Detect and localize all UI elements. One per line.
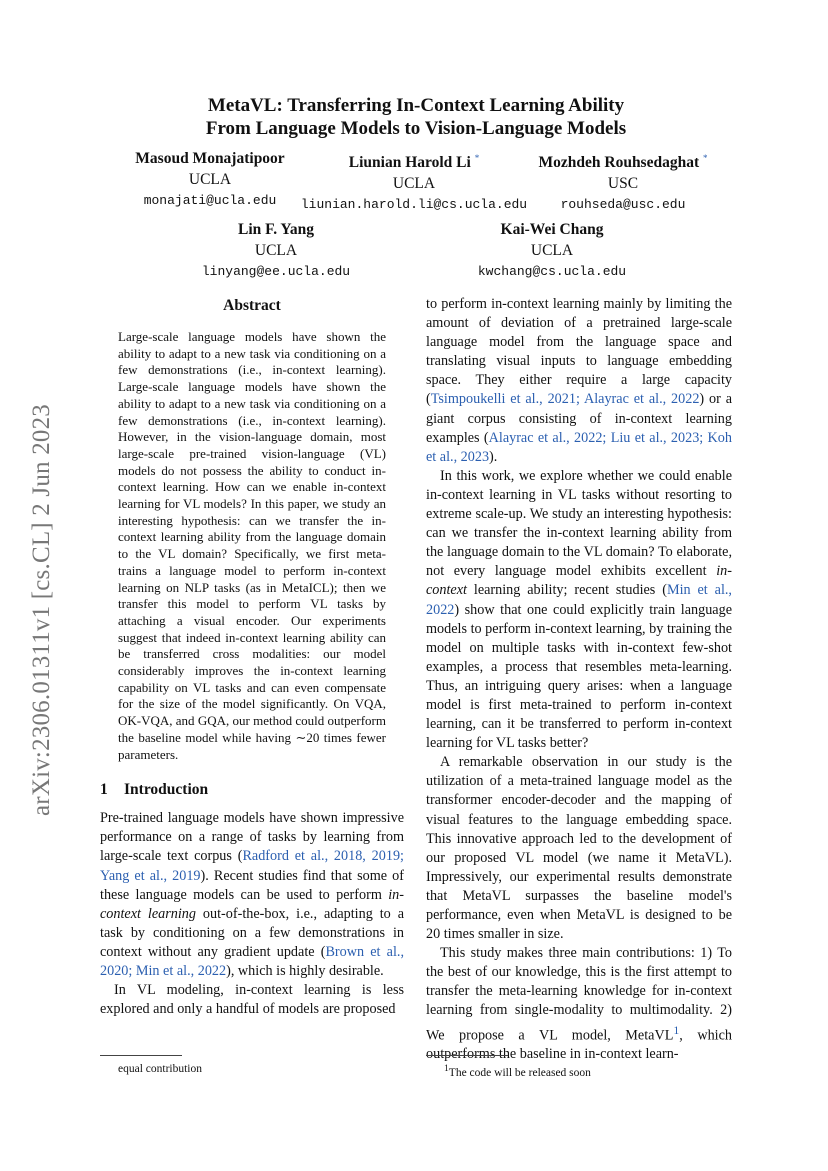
equal-contribution-mark: * (474, 153, 480, 163)
author-name: Liunian Harold Li (348, 154, 471, 172)
right-paragraph-3: A remarkable observation in our study is the utilization of a meta-trained language model as the transformer encoder-decoder and the mapping of visual features to the language embedding space. This innovative approach led to the development of our proposed VL model (we name it MetaVL). Impressively, our experimental results demonstrate that MetaVL surpasses the baseline model's performance, even when MetaVL is designed to be 20 times smaller in size. (426, 754, 732, 943)
arxiv-identifier: arXiv:2306.01311v1 [cs.CL] 2 Jun 2023 (28, 404, 55, 816)
right-paragraph-2: In this work, we explore whether we could enable in-context learning in VL tasks without resorting to extreme scale-up. We study an interesting hypothesis: can we transfer the in-context learning ability from the language domain to the VL domain? To elaborate, not every language model exhibits excellent in-context learning ability; recent studies (Min et al., 2022) show that one could explicitly train language models to perform in-context learning, by training the model on multiple tasks with in-context few-shot examples, a process that resembles meta-learning. Thus, an intriguing query arises: when a language model is first meta-trained to perform in-context learning, can it be transferred to perform in-context learning for VL tasks better? (426, 467, 732, 752)
author-name: Lin F. Yang (238, 221, 314, 238)
author-block (110, 148, 310, 211)
footnote-equal-contribution: equal contribution (118, 1063, 202, 1075)
author-name: Kai-Wei Chang (500, 221, 604, 238)
footnote-number: 1 (444, 1063, 449, 1074)
paper-title (100, 94, 732, 140)
author-affiliation: UCLA (254, 242, 298, 259)
author-block (464, 219, 640, 282)
equal-contribution-mark: * (703, 153, 708, 163)
author-affiliation: USC (607, 175, 639, 193)
author-block (300, 148, 528, 215)
section-number: 1 (100, 781, 108, 799)
intro-paragraph-2: In VL modeling, in-context learning is less explored and only a handful of models are proposed (100, 982, 404, 1018)
abstract-text: Large-scale language models have shown the ability to adapt to a new task via conditioning on a few demonstrations (i.e., in-context learning). Large-scale language models have shown the ability to adapt to a new task via conditioning on a few demonstrations (i.e., in-context learning). However, in the vision-language domain, most large-scale pre-trained vision-language (VL) models do not possess the ability to conduct in-context learning. How can we enable in-context learning for VL models? In this paper, we study an interesting hypothesis: can we transfer the in-context learning ability from the language domain to the VL domain? Specifically, we first meta-trains a language model to perform in-context learning on NLP tasks (as in MetaICL); then we transfer this model to perform VL tasks by attaching a visual encoder. Our experiments suggest that indeed in-context learning ability can be transferred cross modalities: our model considerably improves the in-context learning capability on VL tasks and can even compensate for the size of the model significantly. On VQA, OK-VQA, and GQA, our method could outperform the baseline model while having ∼20 times fewer parameters. (118, 329, 386, 762)
author-name: Masoud Monajatipoor (135, 150, 285, 167)
citation-link[interactable]: Min et al., 2022 (426, 582, 732, 618)
left-column (100, 295, 404, 1019)
right-paragraph-4: This study makes three main contributions: 1) To the best of our knowledge, this is the first attempt to transfer the meta-learning knowledge for in-context learning from single-modality to multimodality. 2) We propose a VL model, MetaVL$^1$, which outperforms the baseline in in-context learn- (426, 945, 732, 1063)
citation-link[interactable]: Brown et al., 2020; Min et al., 2022 (100, 943, 404, 980)
citation-link[interactable]: Tsimpoukelli et al., 2021; Alayrac et al., 2022 (430, 391, 700, 408)
title-line-1: MetaVL: Transferring In-Context Learning Ability (207, 95, 625, 116)
author-email: rouhseda@usc.edu (560, 197, 686, 213)
citation-link[interactable]: Alayrac et al., 2022; Liu et al., 2023; Koh et al., 2023 (426, 429, 732, 465)
footnote-rule (426, 1055, 508, 1056)
footnote-marker[interactable]: 1 (673, 1022, 680, 1037)
author-affiliation: UCLA (530, 242, 574, 259)
title-line-2: From Language Models to Vision-Language Models (205, 118, 627, 139)
author-email: liunian.harold.li@cs.ucla.edu (300, 197, 528, 213)
section-heading (100, 781, 404, 799)
abstract-heading: Abstract (223, 297, 281, 314)
right-column (426, 295, 732, 1064)
author-name: Mozhdeh Rouhsedaghat (538, 154, 700, 172)
author-affiliation: UCLA (188, 171, 232, 188)
right-paragraph-1: to perform in-context learning mainly by limiting the amount of deviation of a pretrained large-scale language model from the language space and translating visual inputs to language embedding space. They either require a large capacity (Tsimpoukelli et al., 2021; Alayrac et al., 2022) or a giant corpus consisting of in-context learning examples (Alayrac et al., 2022; Liu et al., 2023; Koh et al., 2023). (426, 296, 732, 465)
author-block (522, 148, 724, 215)
author-email: kwchang@cs.ucla.edu (477, 264, 627, 279)
footnote-rule (100, 1055, 182, 1056)
section-title: Introduction (124, 781, 209, 799)
citation-link[interactable]: Radford et al., 2018, 2019; Yang et al., 2019 (100, 848, 404, 884)
author-block (196, 219, 356, 282)
intro-paragraph-1: Pre-trained language models have shown impressive performance on a range of tasks by learning from large-scale text corpus (Radford et al., 2018, 2019; Yang et al., 2019). Recent studies find that some of these language models can be used to perform in-context learning out-of-the-box, i.e., adapting to a task by conditioning on a few demonstrations in context without any gradient update (Brown et al., 2020; Min et al., 2022), which is highly desirable. (100, 810, 404, 980)
footnote-code-release: $^1$The code will be released soon (444, 1063, 591, 1079)
author-affiliation: UCLA (392, 175, 436, 193)
author-email: monajati@ucla.edu (143, 193, 277, 208)
author-email: linyang@ee.ucla.edu (201, 264, 351, 279)
